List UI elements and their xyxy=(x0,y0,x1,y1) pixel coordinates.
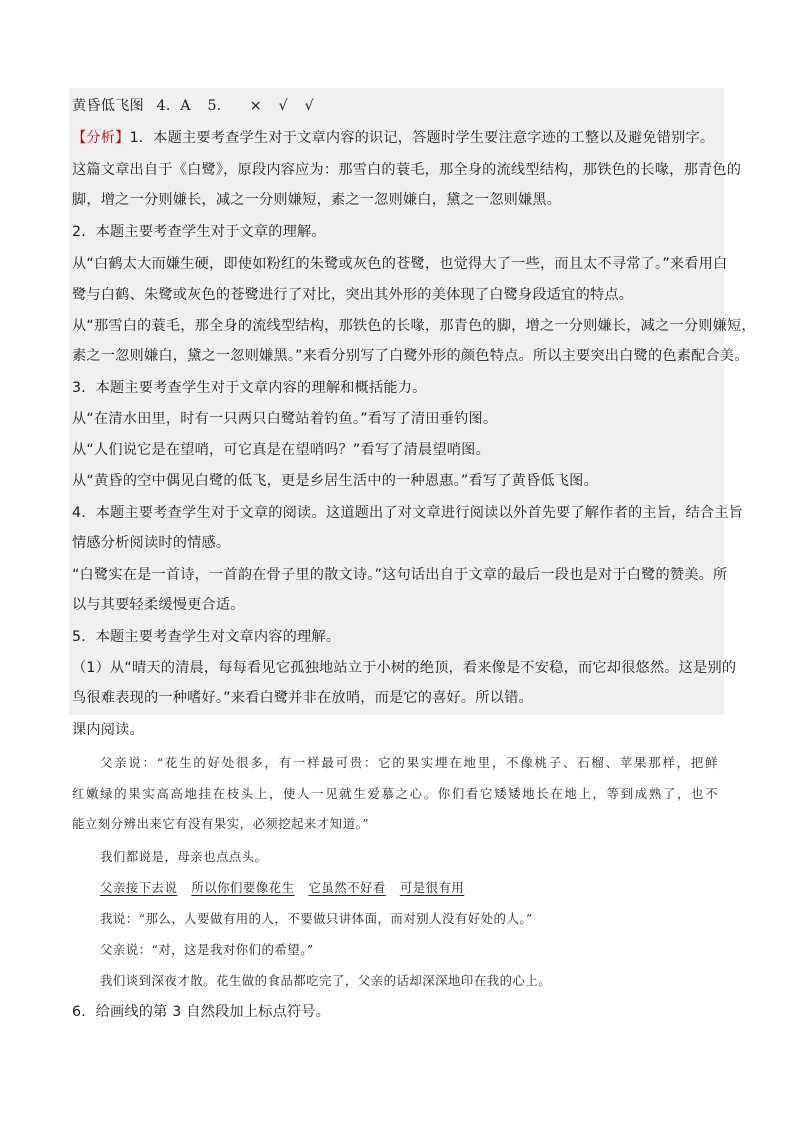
answer-line xyxy=(72,96,314,116)
analysis-line: 从“在清水田里，时有一只两只白鹭站着钓鱼。”看写了清田垂钓图。 xyxy=(72,411,498,427)
answer-q5: 5． xyxy=(207,98,232,114)
passage-line: 能立刻分辨出来它有没有果实，必须挖起来才知道。” xyxy=(72,816,370,831)
underlined-segment: 所以你们要像花生 xyxy=(191,880,295,895)
analysis-line: 脚，增之一分则嫌长，减之一分则嫌短，素之一忽则嫌白，黛之一忽则嫌黑。 xyxy=(72,192,562,208)
analysis-line: 素之一忽则嫌白，黛之一忽则嫌黑。”来看分别写了白鹭外形的颜色特点。所以主要突出白鹭的色素配合美。 xyxy=(72,348,749,364)
answer-mark-3: √ xyxy=(304,98,314,114)
analysis-line: 以与其要轻柔缓慢更合适。 xyxy=(72,597,245,613)
analysis-tag: 【分析】 xyxy=(72,130,130,146)
analysis-line: 鸟很难表现的一种嗜好。”来看白鹭并非在放哨，而是它的喜好。所以错。 xyxy=(72,690,533,706)
section-title: 课内阅读。 xyxy=(72,722,144,738)
analysis-line: 情感分析阅读时的情感。 xyxy=(72,535,231,551)
answer-text: 黄昏低飞图 xyxy=(72,98,144,114)
analysis-line: 从“黄昏的空中偶见白鹭的低飞，更是乡居生活中的一种恩惠。”看写了黄昏低飞图。 xyxy=(72,473,598,489)
analysis-text: 1．本题主要考查学生对于文章内容的识记，答题时学生要注意字迹的工整以及避免错别字。 xyxy=(129,130,715,146)
analysis-line: （1）从“晴天的清晨，每每看见它孤独地站立于小树的绝顶，看来像是不安稳，而它却很悠然。这是别的 xyxy=(72,660,737,676)
answer-q4: 4．A xyxy=(156,98,191,114)
analysis-line: 4．本题主要考查学生对于文章的阅读。这道题出了对文章进行阅读以外首先要了解作者的主旨，结合主旨 xyxy=(72,505,744,521)
analysis-line-1 xyxy=(72,128,714,148)
answer-mark-2: √ xyxy=(278,98,288,114)
analysis-line: 鹭与白鹤、朱鹭或灰色的苍鹭进行了对比，突出其外形的美体现了白鹭身段适宜的特点。 xyxy=(72,287,634,303)
answer-mark-1: × xyxy=(249,98,262,114)
question-6: 6．给画线的第 3 自然段加上标点符号。 xyxy=(72,1004,331,1020)
underlined-segment: 可是很有用 xyxy=(399,880,465,895)
underlined-segment: 它虽然不好看 xyxy=(308,880,386,895)
passage-paragraph-6: 我们谈到深夜才散。花生做的食品都吃完了，父亲的话却深深地印在我的心上。 xyxy=(100,973,552,988)
passage-paragraph-2: 我们都说是，母亲也点点头。 xyxy=(100,849,268,864)
analysis-line: 5．本题主要考查学生对文章内容的理解。 xyxy=(72,629,341,645)
underlined-paragraph-3 xyxy=(100,879,464,897)
underlined-segment: 父亲接下去说 xyxy=(100,880,178,895)
analysis-line: 3．本题主要考查学生对于文章内容的理解和概括能力。 xyxy=(72,380,427,396)
analysis-line: 从“人们说它是在望哨，可它真是在望哨吗？”看写了清晨望哨图。 xyxy=(72,442,490,458)
analysis-line: 从“那雪白的蓑毛，那全身的流线型结构，那铁色的长喙，那青色的脚，增之一分则嫌长，减之一分则嫌短， xyxy=(72,318,756,334)
passage-line: 父亲说：“花生的好处很多，有一样最可贵：它的果实埋在地里，不像桃子、石榴、苹果那样，把鲜 xyxy=(100,755,718,770)
analysis-line: 这篇文章出自于《白鹭》，原段内容应为：那雪白的蓑毛，那全身的流线型结构，那铁色的长喙，那青色的 xyxy=(72,162,742,178)
analysis-line: 从“白鹤太大而嫌生硬，即使如粉红的朱鹭或灰色的苍鹭，也觉得大了一些，而且太不寻常了。”来看用白 xyxy=(72,256,728,272)
passage-line: 红嫩绿的果实高高地挂在枝头上，使人一见就生爱慕之心。你们看它矮矮地长在地上，等到成熟了，也不 xyxy=(72,786,718,801)
passage-paragraph-4: 我说：“那么，人要做有用的人，不要做只讲体面，而对别人没有好处的人。” xyxy=(100,911,533,926)
analysis-line: 2．本题主要考查学生对于文章的理解。 xyxy=(72,224,326,240)
analysis-line: “白鹭实在是一首诗，一首韵在骨子里的散文诗。”这句话出自于文章的最后一段也是对于白鹭的赞美。所 xyxy=(72,567,728,583)
answer-analysis-panel xyxy=(69,88,756,715)
passage-paragraph-5: 父亲说：“对，这是我对你们的希望。” xyxy=(100,942,314,957)
